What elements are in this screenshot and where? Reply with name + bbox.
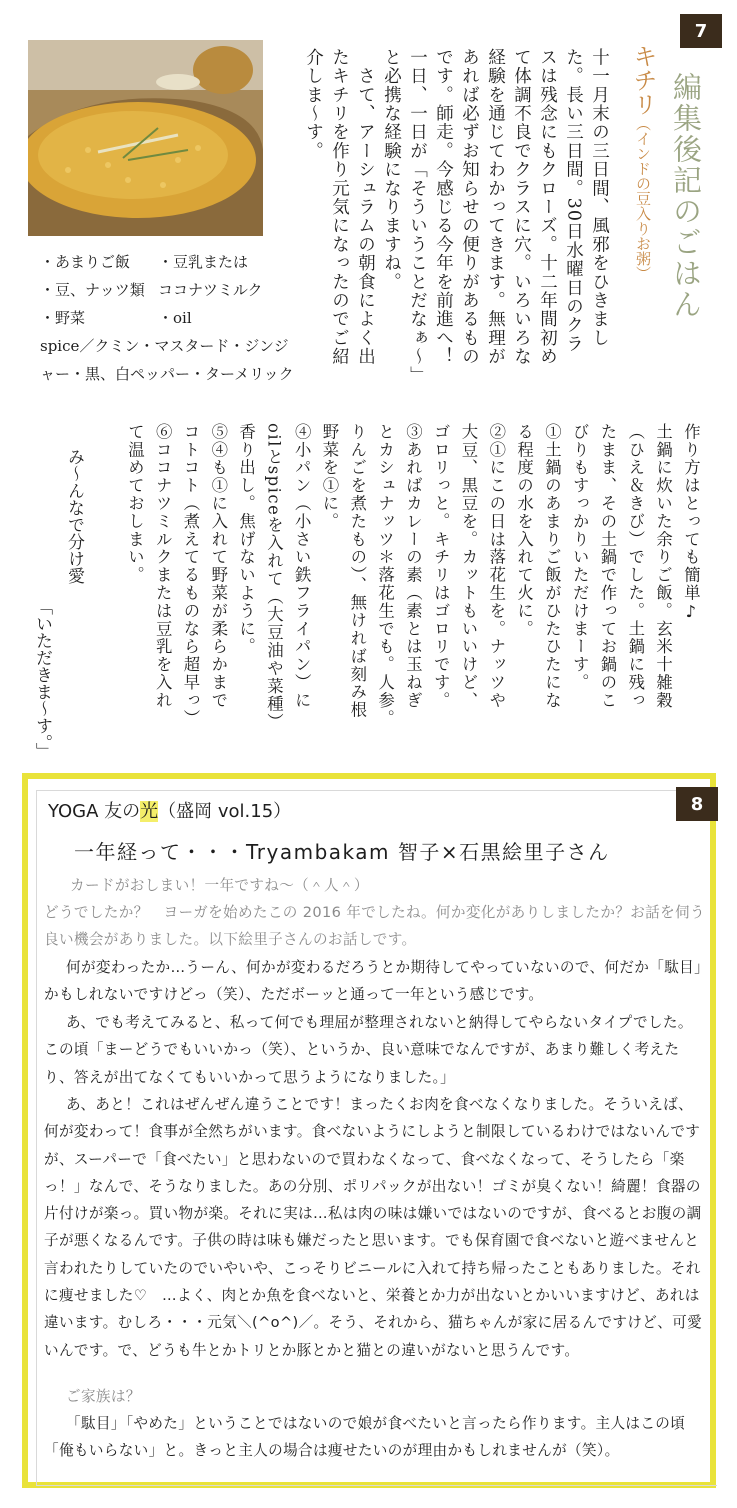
answer-paragraph: 何が変わったか…うーん、何かが変わるだろうとか期待してやっていないので、何だか「駄目」かもしれないですけどっ（笑）、ただボーッと通って一年という感じです。 — [44, 959, 702, 1004]
text-column: （ひえ＆きび）でした。土鍋に残っ — [625, 423, 645, 710]
text-column: ①土鍋のあまりご飯がひたひたにな — [542, 423, 562, 710]
text-column: ②①にこの日は落花生を。ナッツや — [486, 423, 506, 710]
question-text: カードがおしまい！一年ですね〜（＾人＾） — [70, 877, 369, 894]
text-column: て温めておしまい。 — [125, 423, 145, 585]
question-text: どうでしたか？ ヨーガを始めたこの 2016 年でしたね。何か変化がありしましたか？お話を伺う良い機会がありました。以下絵里子さんのお話しです。 — [44, 904, 705, 949]
ingredient-item: ・野菜 — [40, 309, 86, 327]
dish-note: （インドの豆入りお粥） — [634, 116, 652, 281]
dish-name: キチリ — [629, 44, 657, 116]
text-column: あれば必ずお知らせの便りがあるもの — [459, 48, 480, 366]
text-column: たまま、その土鍋で作ってお鍋のこ — [598, 423, 617, 710]
text-column: 介しま〜す。 — [303, 48, 324, 161]
column-title-suffix: （盛岡 vol.15） — [158, 801, 292, 822]
ingredient-row — [40, 276, 302, 304]
text-column: 一日、一日が「そういうことだなぁ〜」 — [407, 48, 428, 385]
closing-quote: 「いただきま〜す。」 — [32, 598, 52, 760]
dish-title — [626, 44, 661, 281]
page-number-badge: 8 — [676, 787, 718, 821]
text-column: ゴロリっと。キチリはゴロリです。 — [431, 423, 451, 710]
text-column: る程度の水を入れて火に。 — [514, 423, 534, 638]
ingredient-item: ・豆、ナッツ類 — [40, 281, 145, 299]
answer-paragraph: 「駄目」「やめた」ということではないので娘が食べたいと言ったら作ります。主人はこの頃「俺もいらない」と。きっと主人の場合は痩せたいのが理由かもしれませんが（笑）。 — [44, 1415, 686, 1460]
text-column: oilとspiceを入れて（大豆油や菜種） — [264, 423, 284, 732]
text-column: た。長い三日間。30日水曜日のクラ — [563, 48, 584, 354]
text-column: スは残念にもクローズ。十二年間初め — [537, 48, 558, 366]
ingredient-list — [40, 248, 302, 388]
text-column: 経験を通じてわかってきます。無理が — [485, 48, 506, 366]
kichiri-photo — [28, 40, 263, 236]
text-column: 作り方はとっても簡単♪ — [681, 423, 701, 623]
text-column: とカシュナッツ＊落花生でも。人参。 — [375, 423, 395, 728]
answer-paragraph: あ、あと！これはぜんぜん違うことです！まったくお肉を食べなくなりました。そういえば、何が変わって！食事が全然ちがいます。食べないようにしようと制限しているわけではないんですが、スーパーで「食べたい」と思わないので買わなくなって、食べなくなって、そうしたら「楽っ！」なんで、そうなりました。あの分別、ポリパックが出ない！ゴミが臭くない！綺麗！食器の片付けが楽っ。買い物が楽。それに実は…私は肉の味は嫌いではないのですが、食べるとお腹の調子が悪くなるんです。子供の時は味も嫌だったと思います。でも保育園で食べないと遊べませんと言われたりしていたのでいやいや、こっそりビニールに入れて持ち帰ったこともありました。それに痩せました♡ …よく、肉とか魚を食べないと、栄養とか力が出ないとかいいますけど、あれは違います。むしろ・・・元気＼(^o^)／。そう、それから、猫ちゃんが家に居るんですけど、可愛いんです。で、どうも牛とかトリとか豚とかと猫との違いがないと思うんです。 — [44, 1096, 703, 1359]
text-column: コトコト（煮えてるものなら超早っ） — [181, 423, 200, 728]
text-column: たキチリを作り元気になったのでご紹 — [329, 48, 350, 366]
kichiri-plate-illustration — [28, 40, 263, 236]
column-title-highlight: 光 — [140, 801, 159, 822]
text-column: 野菜を①に。 — [320, 423, 339, 531]
ingredient-row — [40, 248, 302, 276]
text-column: て体調不良でクラスに穴。いろいろな — [511, 48, 532, 366]
text-column: ④小パン（小さい鉄フライパン）に — [292, 423, 312, 710]
text-column: びりもすっかりいただけまーす。 — [570, 423, 590, 692]
column-title-prefix: YOGA 友の — [48, 801, 141, 822]
text-column: 土鍋に炊いた余りご飯。玄米十雑穀 — [653, 423, 673, 710]
section-heading: 編集後記のごはん — [669, 72, 703, 320]
ingredient-item: ・豆乳または — [158, 253, 249, 271]
page-number-badge: 7 — [680, 14, 722, 48]
text-column: です。師走。今感じる今年を前進へ！ — [433, 48, 454, 366]
spice-list: spice／クミン・マスタード・ジンジャー・黒、白ペッパー・ターメリック — [40, 337, 294, 383]
question-text: ご家族は？ — [66, 1388, 141, 1405]
text-column: ⑤④も①に入れて野菜が柔らかまで — [208, 423, 228, 710]
text-column: りんごを煮たもの）、無ければ刻み根 — [347, 423, 367, 720]
ingredient-item: ・あまりご飯 — [40, 253, 131, 271]
text-column: 大豆、黒豆を。カットもいいけど、 — [459, 423, 478, 710]
closing-line: み〜んなで分け愛 — [64, 448, 84, 584]
text-column: と必携な経験になりますね。 — [381, 48, 402, 292]
column-title — [48, 797, 291, 823]
interview-subtitle: 一年経って・・・Tryambakam 智子×石黒絵里子さん — [74, 840, 610, 864]
text-column: 香り出し。焦げないように。 — [236, 423, 256, 656]
text-column: さて、アーシュラムの朝食によく出 — [355, 48, 376, 366]
ingredient-item: ・oil — [158, 309, 192, 327]
text-column: ③あればカレーの素（素とは玉ねぎ — [403, 423, 423, 710]
ingredient-item: ココナツミルク — [158, 281, 263, 299]
text-column: ⑥ココナツミルクまたは豆乳を入れ — [153, 423, 173, 710]
answer-paragraph: あ、でも考えてみると、私って何でも理屈が整理されないと納得してやらないタイプでした。この頃「まーどうでもいいかっ（笑）、というか、良い意味でなんですが、あまり難しく考えたり、答えが出てなくてもいいかって思うようになりました。」 — [44, 1014, 693, 1086]
ingredient-row — [40, 304, 302, 332]
text-column: 十一月末の三日間、風邪をひきまし — [589, 48, 610, 348]
